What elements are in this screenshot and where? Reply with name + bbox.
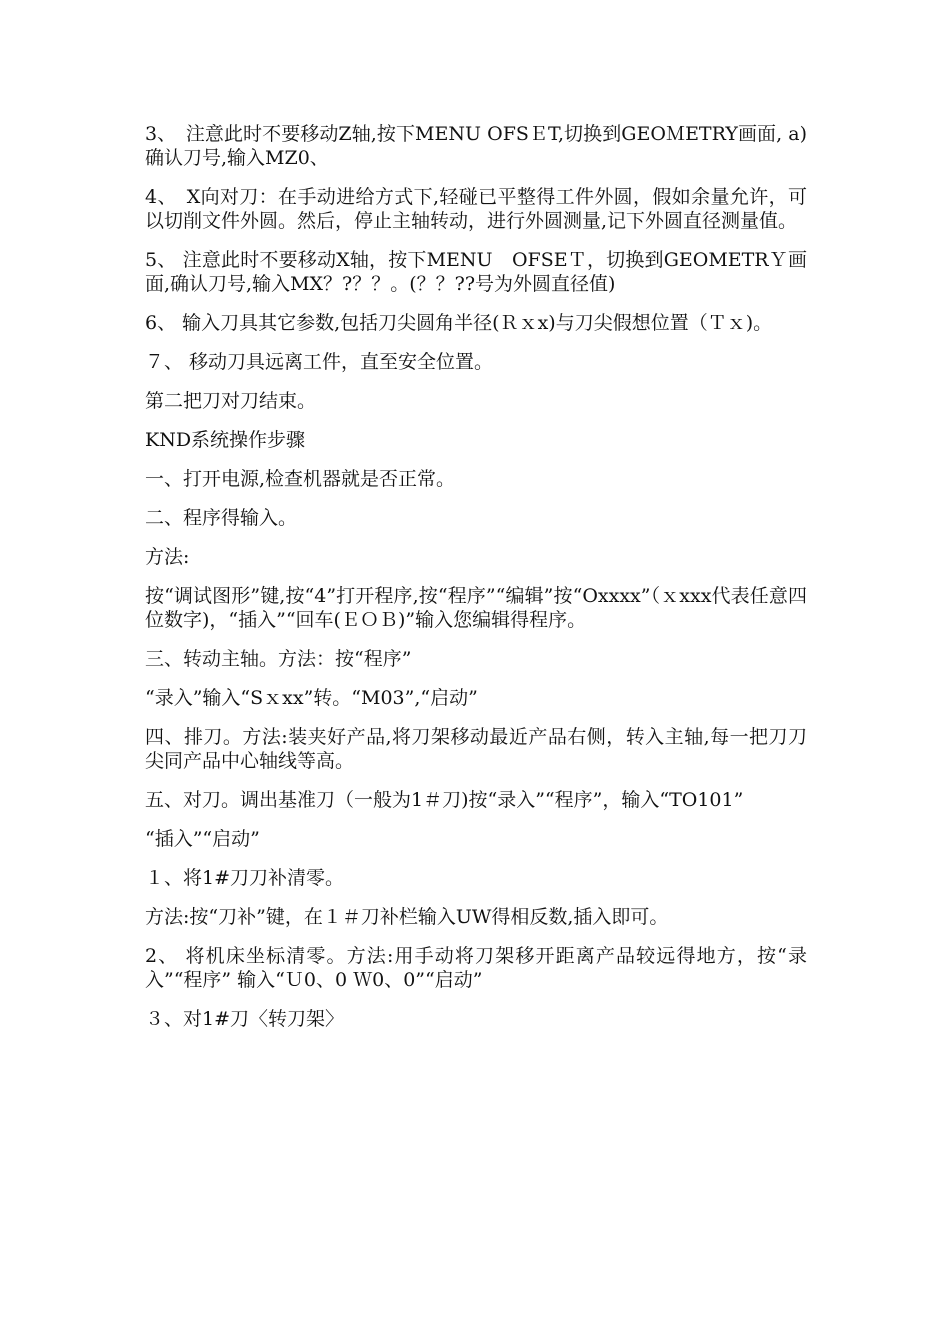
paragraph-offset-method: 方法:按“刀补”键，在１＃刀补栏输入UW得相反数,插入即可。 (145, 906, 669, 928)
section-heading-knd: KND系统操作步骤 (145, 429, 306, 451)
paragraph-step-6-tool-parameters: 6、 输入刀具其它参数,包括刀尖圆角半径(Ｒｘx)与刀尖假想位置（Ｔｘ)。 (145, 312, 773, 334)
paragraph-spindle-input: “录入”输入“Sｘxx”转。“M03”,“启动” (145, 687, 478, 709)
paragraph-tool-setting: 五、对刀。调出基准刀（一般为1＃刀)按“录入”“程序”，输入“TO101” (145, 789, 744, 811)
paragraph-insert-start: “插入”“启动” (145, 828, 260, 850)
paragraph-step-3-geometry: 3、 注意此时不要移动Z轴,按下MENU OFSＥT,切换到GEOＭETRY画面, a) 确认刀号,输入MZ0、 (145, 123, 807, 169)
paragraph-tool-one-turret: ３、对1#刀〈转刀架〉 (145, 1008, 345, 1030)
paragraph-clear-coordinates: 2、 将机床坐标清零。方法:用手动将刀架移开距离产品较远得地方，按“录入”“程序” 输入“Ｕ0、0 Ｗ0、0”“启动” (145, 945, 807, 991)
paragraph-program-input: 二、程序得输入。 (145, 507, 298, 529)
paragraph-tool-arrangement: 四、排刀。方法:装夹好产品,将刀架移动最近产品右侧，转入主轴,每一把刀刀尖同产品中心轴线等高。 (145, 726, 807, 772)
document-body (145, 122, 807, 1046)
paragraph-second-tool-end: 第二把刀对刀结束。 (145, 390, 317, 412)
paragraph-step-4-x-tool-setting: 4、 X向对刀：在手动进给方式下,轻碰已平整得工件外圆，假如余量允许，可以切削文件外圆。然后，停止主轴转动，进行外圆测量,记下外圆直径测量值。 (145, 186, 807, 232)
paragraph-step-5-input-mx: 5、 注意此时不要移动X轴，按下MENU OFSEＴ，切换到GEOMETRＹ画面,确认刀号,输入MX？?？？。(？？??号为外圆直径值) (145, 249, 807, 295)
paragraph-program-edit-steps: 按“调试图形”键,按“4”打开程序,按“程序”“编辑”按“Oxxxx”（ｘxxx代表任意四位数字)，“插入”“回车(ＥＯＢ)”输入您编辑得程序。 (145, 585, 807, 631)
paragraph-power-on: 一、打开电源,检查机器就是否正常。 (145, 468, 456, 490)
paragraph-spindle-rotation: 三、转动主轴。方法：按“程序” (145, 648, 412, 670)
paragraph-method-label: 方法: (145, 546, 190, 568)
paragraph-clear-offset: １、将1#刀刀补清零。 (145, 867, 345, 889)
paragraph-step-7-move-away: ７、 移动刀具远离工件，直至安全位置。 (145, 351, 494, 373)
